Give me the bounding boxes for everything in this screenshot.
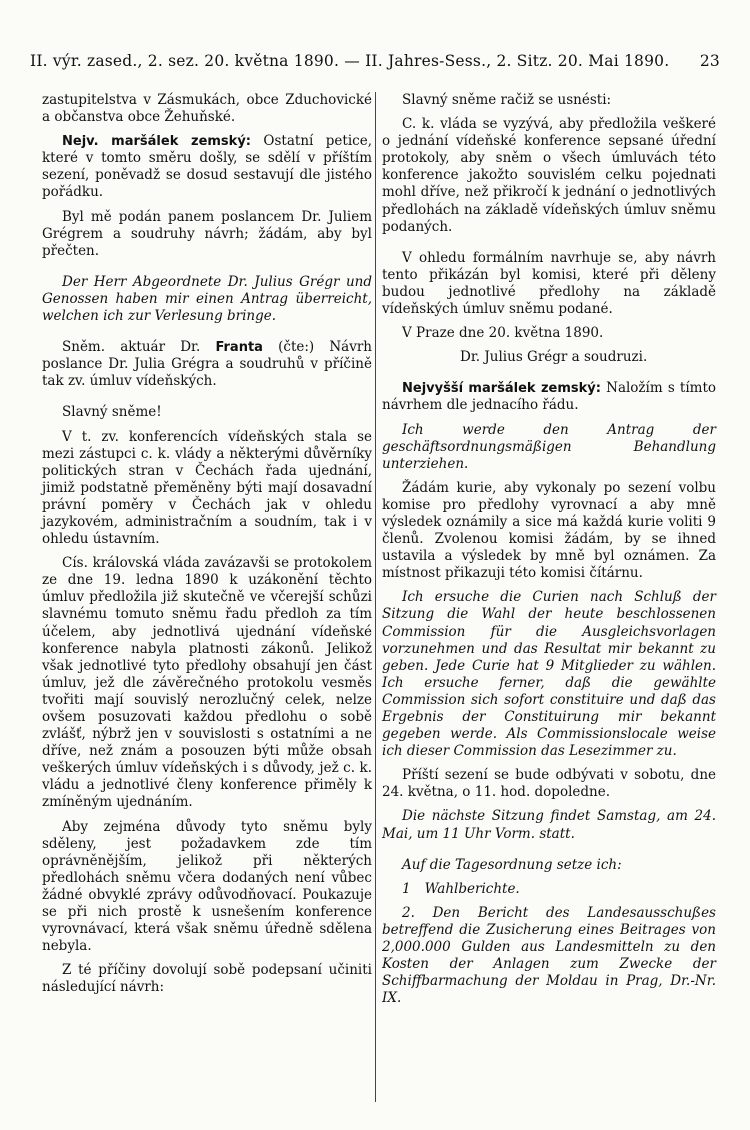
column-divider — [375, 92, 376, 1102]
speech-text: (čte:) Návrh poslance Dr. Julia Grégra a soudruhů v příčině tak zv. úmluv vídeňských. — [42, 339, 372, 390]
agenda-text: Wahlberichte. — [424, 880, 520, 897]
speech-text: Ostatní petice, které v tomto směru došly, se sdělí v příštím sezení, poněvadž se dosud sestavují dle jistého pořádku. — [42, 133, 372, 201]
signature-line: Dr. Julius Grégr a soudruzi. — [460, 349, 648, 366]
german-paragraph: Ich ersuche die Curien nach Schluß der Sitzung die Wahl der heute beschlossenen Commission für die Ausgleichsvorlagen vorzunehmen und das Resultat mir bekannt zu geben. Jede Curie hat 9 Mitglieder zu wählen. Ich ersuche ferner, daß die gewählte Commission sich sofort constituire und daß das Ergebnis der Constituirung mir bekannt gegeben werde. Als Commissionslocale weise ich dieser Commission das Lesezimmer zu. — [382, 589, 716, 760]
paragraph: V t. zv. konferencích vídeňských stala se mezi zástupci c. k. vlády a některými důvěrníky politických stran v Čechách řada ujednání, jimiž podstatně přeměněny býti mají dosavadní právní poměry v Čechách jak v ohledu jazykovém, administračním a soudním, tak i v ohledu ústavním. — [42, 428, 372, 548]
paragraph: zastupitelstva v Zásmukách, obce Zduchovické a občanstva obce Žehuňské. — [42, 92, 372, 126]
speaker-name: Nejvyšší maršálek zemský: — [402, 381, 601, 397]
german-paragraph: Der Herr Abgeordnete Dr. Julius Grégr und Genossen haben mir einen Antrag überreicht, welchen ich zur Verlesung bringe. — [42, 273, 372, 325]
paragraph: Žádám kurie, aby vykonaly po sezení volbu komise pro předlohy vyrovnací a aby mně výsledek oznámily a sice má každá kurie voliti 9 členů. Zvolenou komisi žádám, by se ihned ustavila a výsledek by mně byl oznámen. Za místnost přikazuji této komisi čítárnu. — [382, 479, 716, 582]
speaker-name: Franta — [215, 340, 263, 356]
paragraph: Aby zejména důvody tyto sněmu byly sděleny, jest požadavkem zde tím oprávněnějším, jelikož při některých předlohách sněmu včera dodaných není vůbec žádné obvyklé zprávy odůvodňovací. Poukazuje se při nich prostě k usnešením konference vyrovnávací, která však sněmu úředně sdělena nebyla. — [42, 818, 372, 955]
agenda-number: 1 — [402, 880, 411, 897]
paragraph: Slavný sněme račiž se usnésti: — [402, 92, 612, 108]
right-column — [382, 92, 716, 1110]
left-column — [42, 92, 372, 1110]
german-paragraph: Die nächste Sitzung findet Samstag, am 24. Mai, um 11 Uhr Vorm. statt. — [382, 808, 716, 842]
speaker-name: Nejv. maršálek zemský: — [62, 134, 251, 150]
agenda-heading: Auf die Tagesordnung setze ich: — [402, 856, 622, 873]
speaker-prefix: Sněm. aktuár Dr. — [62, 339, 216, 356]
speech-text: Naložím s tímto návrhem dle jednacího řádu. — [382, 380, 717, 414]
speech-paragraph — [42, 133, 372, 201]
page-number: 23 — [699, 52, 720, 70]
paragraph: Cís. královská vláda zavázavši se protokolem ze dne 19. ledna 1890 k uzákonění těchto úmluv předložila již skutečně ve včerejší schůzi slavnému tomuto sněmu řadu předloh za tím účelem, aby jednotlivá ujednání vídeňské konference nabyla platnosti zákonů. Jelikož však jednotlivé tyto předlohy obsahují jen část úmluv, jež dle závěrečného protokolu vesměs tvořiti mají souvislý nerozlučný celek, nelze ovšem posuzovati každou předlohu o sobě zvlášť, nýbrž jen v souvislosti s ostatními a ne dříve, než znám a posouzen býti může obsah veškerých úmluv vídeňských i s důvody, jež c. k. vládu a jednotlivé členy konference přiměly k zmíněným ujednáním. — [42, 555, 372, 811]
date-line: V Praze dne 20. května 1890. — [402, 325, 604, 342]
header-text: II. výr. zased., 2. sez. 20. května 1890. — II. Jahres-Sess., 2. Sitz. 20. Mai 1890. — [30, 52, 670, 70]
salutation: Slavný sněme! — [62, 404, 162, 421]
paragraph: Z té příčiny dovolují sobě podepsaní učiniti následující návrh: — [42, 962, 372, 996]
speech-paragraph — [382, 380, 716, 414]
agenda-item — [382, 881, 716, 898]
agenda-item: 2. Den Bericht des Landesausschußes betreffend die Zusicherung eines Beitrages von 2,000.000 Gulden aus Landesmitteln zu den Kosten der Anlagen zum Zwecke der Schiffbarmachung der Moldau in Prag, Dr.-Nr. IX. — [382, 904, 716, 1007]
paragraph: Byl mě podán panem poslancem Dr. Juliem Grégrem a soudruhy návrh; žádám, aby byl přečten. — [42, 208, 372, 259]
paragraph: V ohledu formálním navrhuje se, aby návrh tento přikázán byl komisi, které při děleny budou jednotlivé předlohy na základě vídeňských úmluv sněmu podané. — [382, 249, 716, 318]
paragraph: Příští sezení se bude odbývati v sobotu, dne 24. května, o 11. hod. dopoledne. — [382, 767, 716, 801]
speech-paragraph — [42, 339, 372, 390]
german-paragraph: Ich werde den Antrag der geschäftsordnungsmäßigen Behandlung unterziehen. — [382, 421, 716, 472]
running-header — [30, 52, 720, 70]
paragraph: C. k. vláda se vyzývá, aby předložila veškeré o jednání vídeňské konference sepsané úřední protokoly, aby sněm o všech úmluvách této konference jakožto souvislém celku pojednati mohl dříve, než přikročí k jednání o jednotlivých předlohách na základě vídeňských úmluv sněmu podaných. — [382, 116, 716, 235]
